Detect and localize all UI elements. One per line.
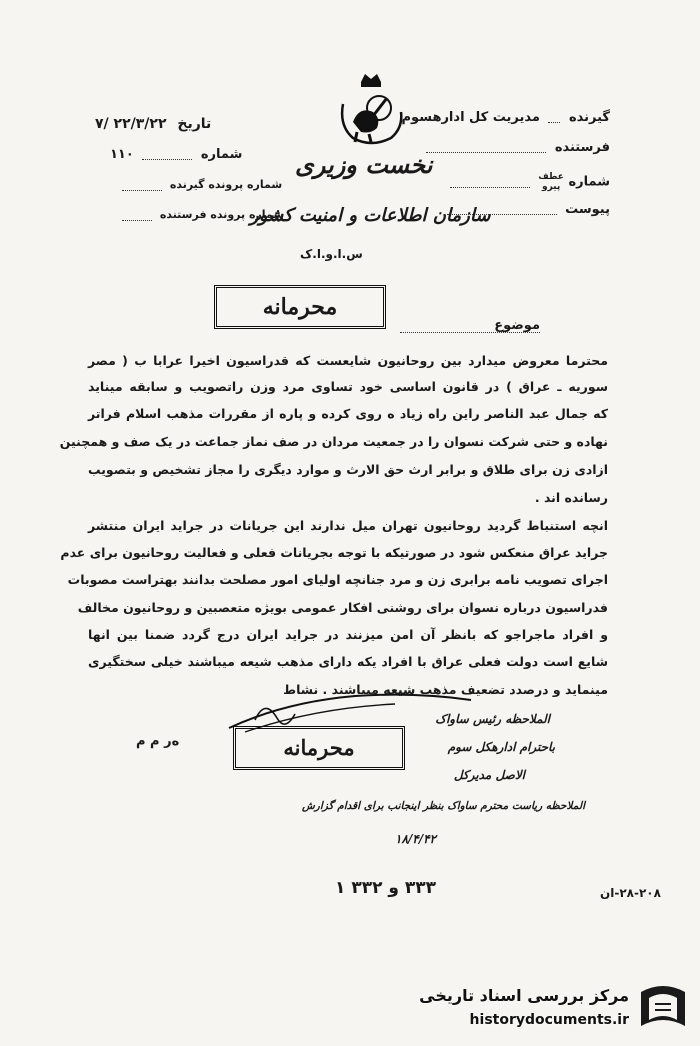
signature-line: الملاحظه ریاست محترم ساواک بنظر اینجانب برای اقدام گزارش xyxy=(301,800,585,812)
body-line: رسانده اند . xyxy=(534,490,608,505)
subject-label: موضوع xyxy=(494,318,540,333)
reference-label: عطف xyxy=(538,172,564,182)
number-value-left: ۱۱۰ xyxy=(110,147,134,162)
footer-org-name: مرکز بررسی اسناد تاریخی xyxy=(419,986,629,1005)
prime-ministry-title: نخست وزیری xyxy=(295,150,433,179)
organization-name: سازمان اطلاعات و امنیت کشور xyxy=(250,205,491,226)
date-row xyxy=(95,116,211,132)
body-line: ازادی زن برای طلاق و برابر ارث حق الارث و موارد دیگری را مجاز تشخیص و بتصویب xyxy=(88,462,608,477)
date-value: ۲۲/۳/۲۲ /۷ xyxy=(95,116,167,132)
follow-up-label: پیرو xyxy=(541,182,561,192)
signature-line: الملاحظه رئیس ساواک xyxy=(435,712,550,726)
confidential-stamp-bottom: محرمانه xyxy=(233,726,405,770)
body-line: و افراد ماجراجو که بانظر آن امن میزنند در جراید ایران درج گردد ضمنا بین انها xyxy=(88,627,608,642)
number-label-left: شماره xyxy=(200,147,243,162)
organization-code: س.ا.و.ا.ک xyxy=(300,247,363,261)
sender-row xyxy=(422,140,610,155)
body-line: اجرای تصویب نامه برابری زن و مرد جنانچه اولیای امور مصلحت بدانند بهتراست مصوبات xyxy=(67,572,608,587)
body-line: نهاده و حتی شرکت نسوان را در جمعیت مردان در صف نماز جماعت در یک صف و همچنین xyxy=(59,434,608,449)
body-line: شایع است دولت فعلی عراق با افراد یکه دارای مذهب شیعه میباشند خیلی سختگیری xyxy=(88,654,608,669)
recipient-row xyxy=(402,110,610,125)
recipient-value: مدیریت کل ادارهسوم xyxy=(401,110,540,125)
signature-line: الاصل مدیرکل xyxy=(453,768,525,782)
lion-and-sun-emblem xyxy=(335,72,407,150)
number-label-right: شماره xyxy=(568,174,610,190)
signature-line: باحترام ادارهکل سوم xyxy=(447,740,555,754)
number-row-left xyxy=(110,147,242,162)
file-sender-row xyxy=(118,208,284,221)
file-recipient-label: شماره پرونده گیرنده xyxy=(169,178,283,191)
confidential-stamp: محرمانه xyxy=(214,285,386,329)
sender-label: فرستنده xyxy=(554,140,610,155)
body-line: انچه استنباط گردید روحانیون تهران میل ندارند این جریانات در جراید ایران منتشر xyxy=(88,518,608,533)
file-sender-label: شماره پرونده فرستنده xyxy=(159,208,285,221)
footer-watermark xyxy=(420,978,695,1040)
margin-note: ه‌ر م م xyxy=(136,734,180,749)
file-recipient-row xyxy=(118,178,282,191)
footer-url: historydocuments.ir xyxy=(469,1012,629,1028)
body-line: سوریه ـ عراق ) در قانون اساسی خود تساوی مرد وزن راتصویب و سابقه میناید xyxy=(88,379,608,394)
archive-logo-icon xyxy=(635,982,691,1034)
body-line: جراید عراق منعکس شود در صورتیکه با توجه بجریانات فعلی و فعالیت روحانیون برای عدم xyxy=(60,545,608,560)
reference-numbers: ۳۳۳ و ۳۳۲ ۱ xyxy=(335,878,436,898)
recipient-label: گیرنده xyxy=(568,110,610,125)
body-line: مینماید و درصدد تضعیف مذهب شیعه میباشند . نشاط xyxy=(283,682,608,697)
handwritten-date: ۱۸/۴/۴۲ xyxy=(395,832,436,846)
archive-code: ۲۸-۲۰۸-ان xyxy=(600,886,661,900)
number-row-right xyxy=(446,172,610,192)
date-label: تاریخ xyxy=(177,116,212,132)
body-line: که جمال عبد الناصر راین راه زیاد ه روی کرده و پاره از مقررات مذهب اسلام فراتر xyxy=(88,406,608,421)
attachment-label: پیوست xyxy=(565,202,610,217)
body-line: محترما معروض میدارد بین روحانیون شایعست که قدراسیون اخیرا عرابا ب ( مصر xyxy=(88,353,608,368)
body-line: فدراسیون درباره نسوان برای روشنی افکار عمومی بویژه متعصبین و روحانیون مخالف xyxy=(77,600,608,615)
subject-line xyxy=(400,332,540,333)
